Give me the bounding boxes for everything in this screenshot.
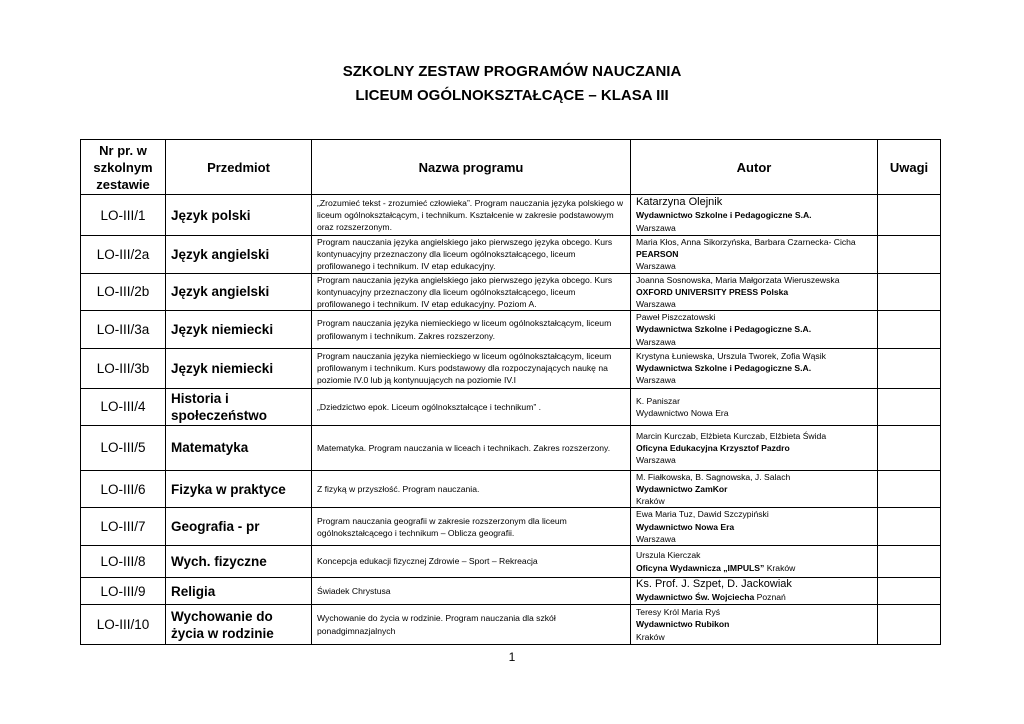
cell-program: Świadek Chrystusa — [312, 578, 631, 605]
author-name: Krystyna Łuniewska, Urszula Tworek, Zofia Wąsik — [636, 351, 826, 362]
cell-program: Z fizyką w przyszłość. Program nauczania. — [312, 470, 631, 508]
cell-nr: LO-III/2a — [81, 236, 166, 274]
cell-notes — [878, 546, 941, 578]
cell-nr: LO-III/2b — [81, 273, 166, 311]
author-name: K. Paniszar — [636, 395, 680, 406]
cell-author — [631, 546, 878, 578]
title-line-1: SZKOLNY ZESTAW PROGRAMÓW NAUCZANIA — [342, 63, 682, 80]
cell-author — [631, 273, 878, 311]
publisher-name: Oficyna Edukacyjna Krzysztof Pazdro — [636, 442, 790, 453]
cell-notes — [878, 425, 941, 470]
author-name: Joanna Sosnowska, Maria Małgorzata Wieruszewska — [636, 274, 840, 285]
publisher-name: Wydawnictwo Nowa Era — [636, 407, 729, 418]
table-body — [81, 195, 941, 645]
cell-subject: Geografia - pr — [166, 508, 312, 546]
cell-notes — [878, 348, 941, 388]
publisher-name: Wydawnictwo Św. Wojciecha — [636, 592, 755, 603]
publisher-city: Warszawa — [636, 261, 676, 272]
cell-nr: LO-III/10 — [81, 605, 166, 645]
cell-program: Wychowanie do życia w rodzinie. Program nauczania dla szkół ponadgimnazjalnych — [312, 605, 631, 645]
author-name: Urszula Kierczak — [636, 550, 701, 561]
publisher-city: Kraków — [636, 631, 665, 642]
publisher-city: Warszawa — [636, 375, 676, 386]
header-notes: Uwagi — [878, 140, 941, 195]
cell-author — [631, 348, 878, 388]
publisher-name: Wydawnictwo ZamKor — [636, 484, 728, 495]
publisher-city: Warszawa — [636, 454, 676, 465]
author-name: Paweł Piszczatowski — [636, 312, 716, 323]
cell-subject: Język niemiecki — [166, 348, 312, 388]
cell-subject: Fizyka w praktyce — [166, 470, 312, 508]
cell-subject: Język angielski — [166, 273, 312, 311]
author-name: Ewa Maria Tuz, Dawid Szczypiński — [636, 509, 769, 520]
cell-program: Program nauczania języka niemieckiego w liceum ogólnokształcącym, liceum profilowanym i technikum. Zakres rozszerzony. — [312, 311, 631, 349]
cell-notes — [878, 388, 941, 425]
cell-notes — [878, 578, 941, 605]
author-name: Maria Kłos, Anna Sikorzyńska, Barbara Czarnecka- Cicha — [636, 237, 856, 247]
cell-nr: LO-III/9 — [81, 578, 166, 605]
table-row — [81, 425, 941, 470]
publisher-name: Wydawnictwa Szkolne i Pedagogiczne S.A. — [636, 324, 812, 335]
table-row — [81, 546, 941, 578]
cell-program: Program nauczania geografii w zakresie rozszerzonym dla liceum ogólnokształcącego i technikum – Oblicza geografii. — [312, 508, 631, 546]
cell-program: Program nauczania języka angielskiego jako pierwszego języka obcego. Kurs kontynuacyjny przeznaczony dla liceum ogólnokształcącego, liceum profilowanego i technikum. IV etap edukacyjny. — [312, 236, 631, 274]
cell-program: Koncepcja edukacji fizycznej Zdrowie – Sport – Rekreacja — [312, 546, 631, 578]
cell-nr: LO-III/1 — [81, 195, 166, 236]
publisher-name: OXFORD UNIVERSITY PRESS Polska — [636, 286, 789, 297]
page-number: 1 — [508, 650, 516, 664]
cell-notes — [878, 470, 941, 508]
cell-subject: Język polski — [166, 195, 312, 236]
cell-subject: Wych. fizyczne — [166, 546, 312, 578]
author-name: Teresy Król Maria Ryś — [636, 607, 721, 618]
publisher-name: Wydawnictwo Rubikon — [636, 619, 730, 630]
table-row — [81, 348, 941, 388]
publisher-city: Warszawa — [636, 533, 676, 544]
cell-subject: Historia i społeczeństwo — [166, 388, 312, 425]
cell-author — [631, 388, 878, 425]
cell-subject: Język niemiecki — [166, 311, 312, 349]
cell-author — [631, 425, 878, 470]
author-name: Katarzyna Olejnik — [636, 196, 723, 209]
table-row — [81, 195, 941, 236]
publisher-city: Warszawa — [636, 336, 676, 347]
table-row — [81, 508, 941, 546]
cell-nr: LO-III/4 — [81, 388, 166, 425]
header-program: Nazwa programu — [312, 140, 631, 195]
cell-author — [631, 195, 878, 236]
cell-program: Program nauczania języka niemieckiego w liceum ogólnokształcącym, liceum profilowanym i technikum. Kurs podstawowy dla rozpoczynających naukę na poziomie IV.0 lub ją kontynuujących na poziomie IV.I — [312, 348, 631, 388]
table-row — [81, 236, 941, 274]
table-row — [81, 311, 941, 349]
publisher-city: Warszawa — [636, 299, 676, 310]
cell-program: „Zrozumieć tekst - zrozumieć człowieka”. Program nauczania języka polskiego w liceum ogólnokształcącym, i technikum. Kształcenie w zakresie podstawowym oraz rozszerzonym. — [312, 195, 631, 236]
cell-author — [631, 508, 878, 546]
cell-author — [631, 470, 878, 508]
table-header-row — [81, 140, 941, 195]
cell-nr: LO-III/7 — [81, 508, 166, 546]
publisher-city: Kraków — [766, 562, 796, 573]
cell-nr: LO-III/5 — [81, 425, 166, 470]
cell-program: Program nauczania języka angielskiego jako pierwszego języka obcego. Kurs kontynuacyjny przeznaczony dla liceum ogólnokształcącego, liceum profilowanego i technikum. IV etap edukacyjny. Poziom A. — [312, 273, 631, 311]
header-nr: Nr pr. w szkolnym zestawie — [81, 140, 166, 195]
cell-notes — [878, 236, 941, 274]
publisher-city: Warszawa — [636, 222, 676, 233]
cell-notes — [878, 195, 941, 236]
cell-notes — [878, 508, 941, 546]
publisher-name: Wydawnictwo Szkolne i Pedagogiczne S.A. — [636, 210, 812, 221]
cell-subject: Wychowanie do życia w rodzinie — [166, 605, 312, 645]
cell-nr: LO-III/3b — [81, 348, 166, 388]
author-name: Ks. Prof. J. Szpet, D. Jackowiak — [636, 578, 792, 591]
cell-author — [631, 311, 878, 349]
publisher-name: PEARSON — [636, 249, 679, 260]
cell-nr: LO-III/8 — [81, 546, 166, 578]
cell-notes — [878, 311, 941, 349]
table-row — [81, 470, 941, 508]
author-name: M. Fiałkowska, B. Sagnowska, J. Salach — [636, 471, 791, 482]
cell-subject: Religia — [166, 578, 312, 605]
cell-author — [631, 578, 878, 605]
publisher-name: Oficyna Wydawnicza „IMPULS” — [636, 562, 765, 573]
publisher-name: Wydawnictwa Szkolne i Pedagogiczne S.A. — [636, 363, 812, 374]
header-subject: Przedmiot — [166, 140, 312, 195]
publisher-city: Kraków — [636, 496, 665, 507]
cell-notes — [878, 273, 941, 311]
document-title — [0, 60, 1024, 108]
table-row — [81, 578, 941, 605]
cell-nr: LO-III/3a — [81, 311, 166, 349]
header-author: Autor — [631, 140, 878, 195]
author-name: Marcin Kurczab, Elżbieta Kurczab, Elżbieta Świda — [636, 430, 827, 441]
cell-author — [631, 605, 878, 645]
title-line-2: LICEUM OGÓLNOKSZTAŁCĄCE – KLASA III — [355, 87, 669, 104]
table-row — [81, 273, 941, 311]
cell-nr: LO-III/6 — [81, 470, 166, 508]
cell-subject: Matematyka — [166, 425, 312, 470]
cell-program: Matematyka. Program nauczania w liceach i technikach. Zakres rozszerzony. — [312, 425, 631, 470]
cell-notes — [878, 605, 941, 645]
table-row — [81, 388, 941, 425]
table-row — [81, 605, 941, 645]
cell-program: „Dziedzictwo epok. Liceum ogólnokształcące i technikum” . — [312, 388, 631, 425]
programs-table — [80, 139, 941, 645]
publisher-city: Poznań — [756, 592, 786, 603]
cell-subject: Język angielski — [166, 236, 312, 274]
cell-author — [631, 236, 878, 274]
publisher-name: Wydawnictwo Nowa Era — [636, 521, 735, 532]
